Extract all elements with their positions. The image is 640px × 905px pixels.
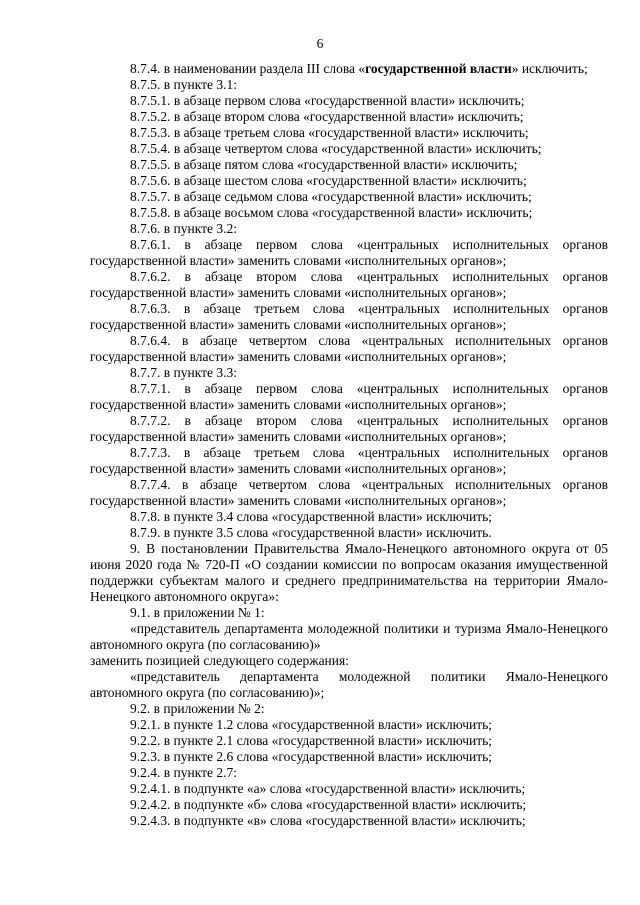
paragraph: 8.7.7.3. в абзаце третьем слова «центральных исполнительных органов государственной власти» заменить словами «исполнительных органов»; — [90, 445, 608, 476]
paragraph: 8.7.5. в пункте 3.1: — [130, 77, 237, 92]
paragraph: 8.7.7. в пункте 3.3: — [130, 365, 237, 380]
paragraph: 8.7.7.1. в абзаце первом слова «центральных исполнительных органов государственной власти» заменить словами «исполнительных органов»; — [90, 381, 608, 412]
paragraph: «представитель департамента молодежной политики и туризма Ямало-Ненецкого автономного округа (по согласованию)» — [90, 621, 608, 652]
paragraph: 8.7.5.8. в абзаце восьмом слова «государственной власти» исключить; — [130, 205, 533, 220]
paragraph: 8.7.7.2. в абзаце втором слова «центральных исполнительных органов государственной власти» заменить словами «исполнительных органов»; — [90, 413, 608, 444]
paragraph: 8.7.8. в пункте 3.4 слова «государственной власти» исключить; — [130, 509, 493, 524]
paragraph: 8.7.6.4. в абзаце четвертом слова «центральных исполнительных органов государственной власти» заменить словами «исполнительных органов»; — [90, 333, 608, 364]
paragraph: 8.7.5.1. в абзаце первом слова «государственной власти» исключить; — [130, 93, 525, 108]
paragraph: 9.2.1. в пункте 1.2 слова «государственной власти» исключить; — [130, 717, 493, 732]
paragraph: 8.7.5.4. в абзаце четвертом слова «государственной власти» исключить; — [130, 141, 542, 156]
paragraph: 9.2.4.1. в подпункте «а» слова «государственной власти» исключить; — [130, 781, 526, 796]
paragraph: 9.2.3. в пункте 2.6 слова «государственной власти» исключить; — [130, 749, 493, 764]
paragraph: 8.7.6.3. в абзаце третьем слова «центральных исполнительных органов государственной власти» заменить словами «исполнительных органов»; — [90, 301, 608, 332]
paragraph: 8.7.6.2. в абзаце втором слова «центральных исполнительных органов государственной власти» заменить словами «исполнительных органов»; — [90, 269, 608, 300]
paragraph: 9.2. в приложении № 2: — [130, 701, 265, 716]
paragraph: 8.7.5.3. в абзаце третьем слова «государственной власти» исключить; — [130, 125, 529, 140]
paragraph: 9.2.4. в пункте 2.7: — [130, 765, 237, 780]
page-number: 6 — [316, 36, 324, 51]
paragraph: 8.7.9. в пункте 3.5 слова «государственной власти» исключить. — [130, 525, 492, 540]
paragraph: заменить позицией следующего содержания: — [90, 653, 349, 668]
paragraph: 9.2.2. в пункте 2.1 слова «государственной власти» исключить; — [130, 733, 493, 748]
paragraph: 9.1. в приложении № 1: — [130, 605, 265, 620]
paragraph: 8.7.5.5. в абзаце пятом слова «государственной власти» исключить; — [130, 157, 518, 172]
paragraph: 8.7.6. в пункте 3.2: — [130, 221, 237, 236]
paragraph: 9. В постановлении Правительства Ямало-Ненецкого автономного округа от 05 июня 2020 года № 720-П «О создании комиссии по вопросам оказания имущественной поддержки субъектам малого и среднего предпринимательства на территории Ямало-Ненецкого автономного округа»: — [90, 541, 608, 604]
paragraph: 8.7.5.2. в абзаце втором слова «государственной власти» исключить; — [130, 109, 524, 124]
bold-phrase: государственной власти — [365, 61, 512, 76]
paragraph: 8.7.5.6. в абзаце шестом слова «государственной власти» исключить; — [130, 173, 527, 188]
paragraph: 8.7.7.4. в абзаце четвертом слова «центральных исполнительных органов государственной власти» заменить словами «исполнительных органов»; — [90, 477, 608, 508]
paragraph: «представитель департамента молодежной политики Ямало-Ненецкого автономного округа (по согласованию)»; — [90, 669, 608, 700]
document-body — [90, 61, 608, 829]
paragraph: 8.7.4. в наименовании раздела III слова «государственной власти» исключить; — [130, 61, 588, 76]
paragraph: 9.2.4.2. в подпункте «б» слова «государственной власти» исключить; — [130, 797, 527, 812]
paragraph: 8.7.5.7. в абзаце седьмом слова «государственной власти» исключить; — [130, 189, 532, 204]
paragraph: 8.7.6.1. в абзаце первом слова «центральных исполнительных органов государственной власти» заменить словами «исполнительных органов»; — [90, 237, 608, 268]
paragraph: 9.2.4.3. в подпункте «в» слова «государственной власти» исключить; — [130, 813, 526, 828]
